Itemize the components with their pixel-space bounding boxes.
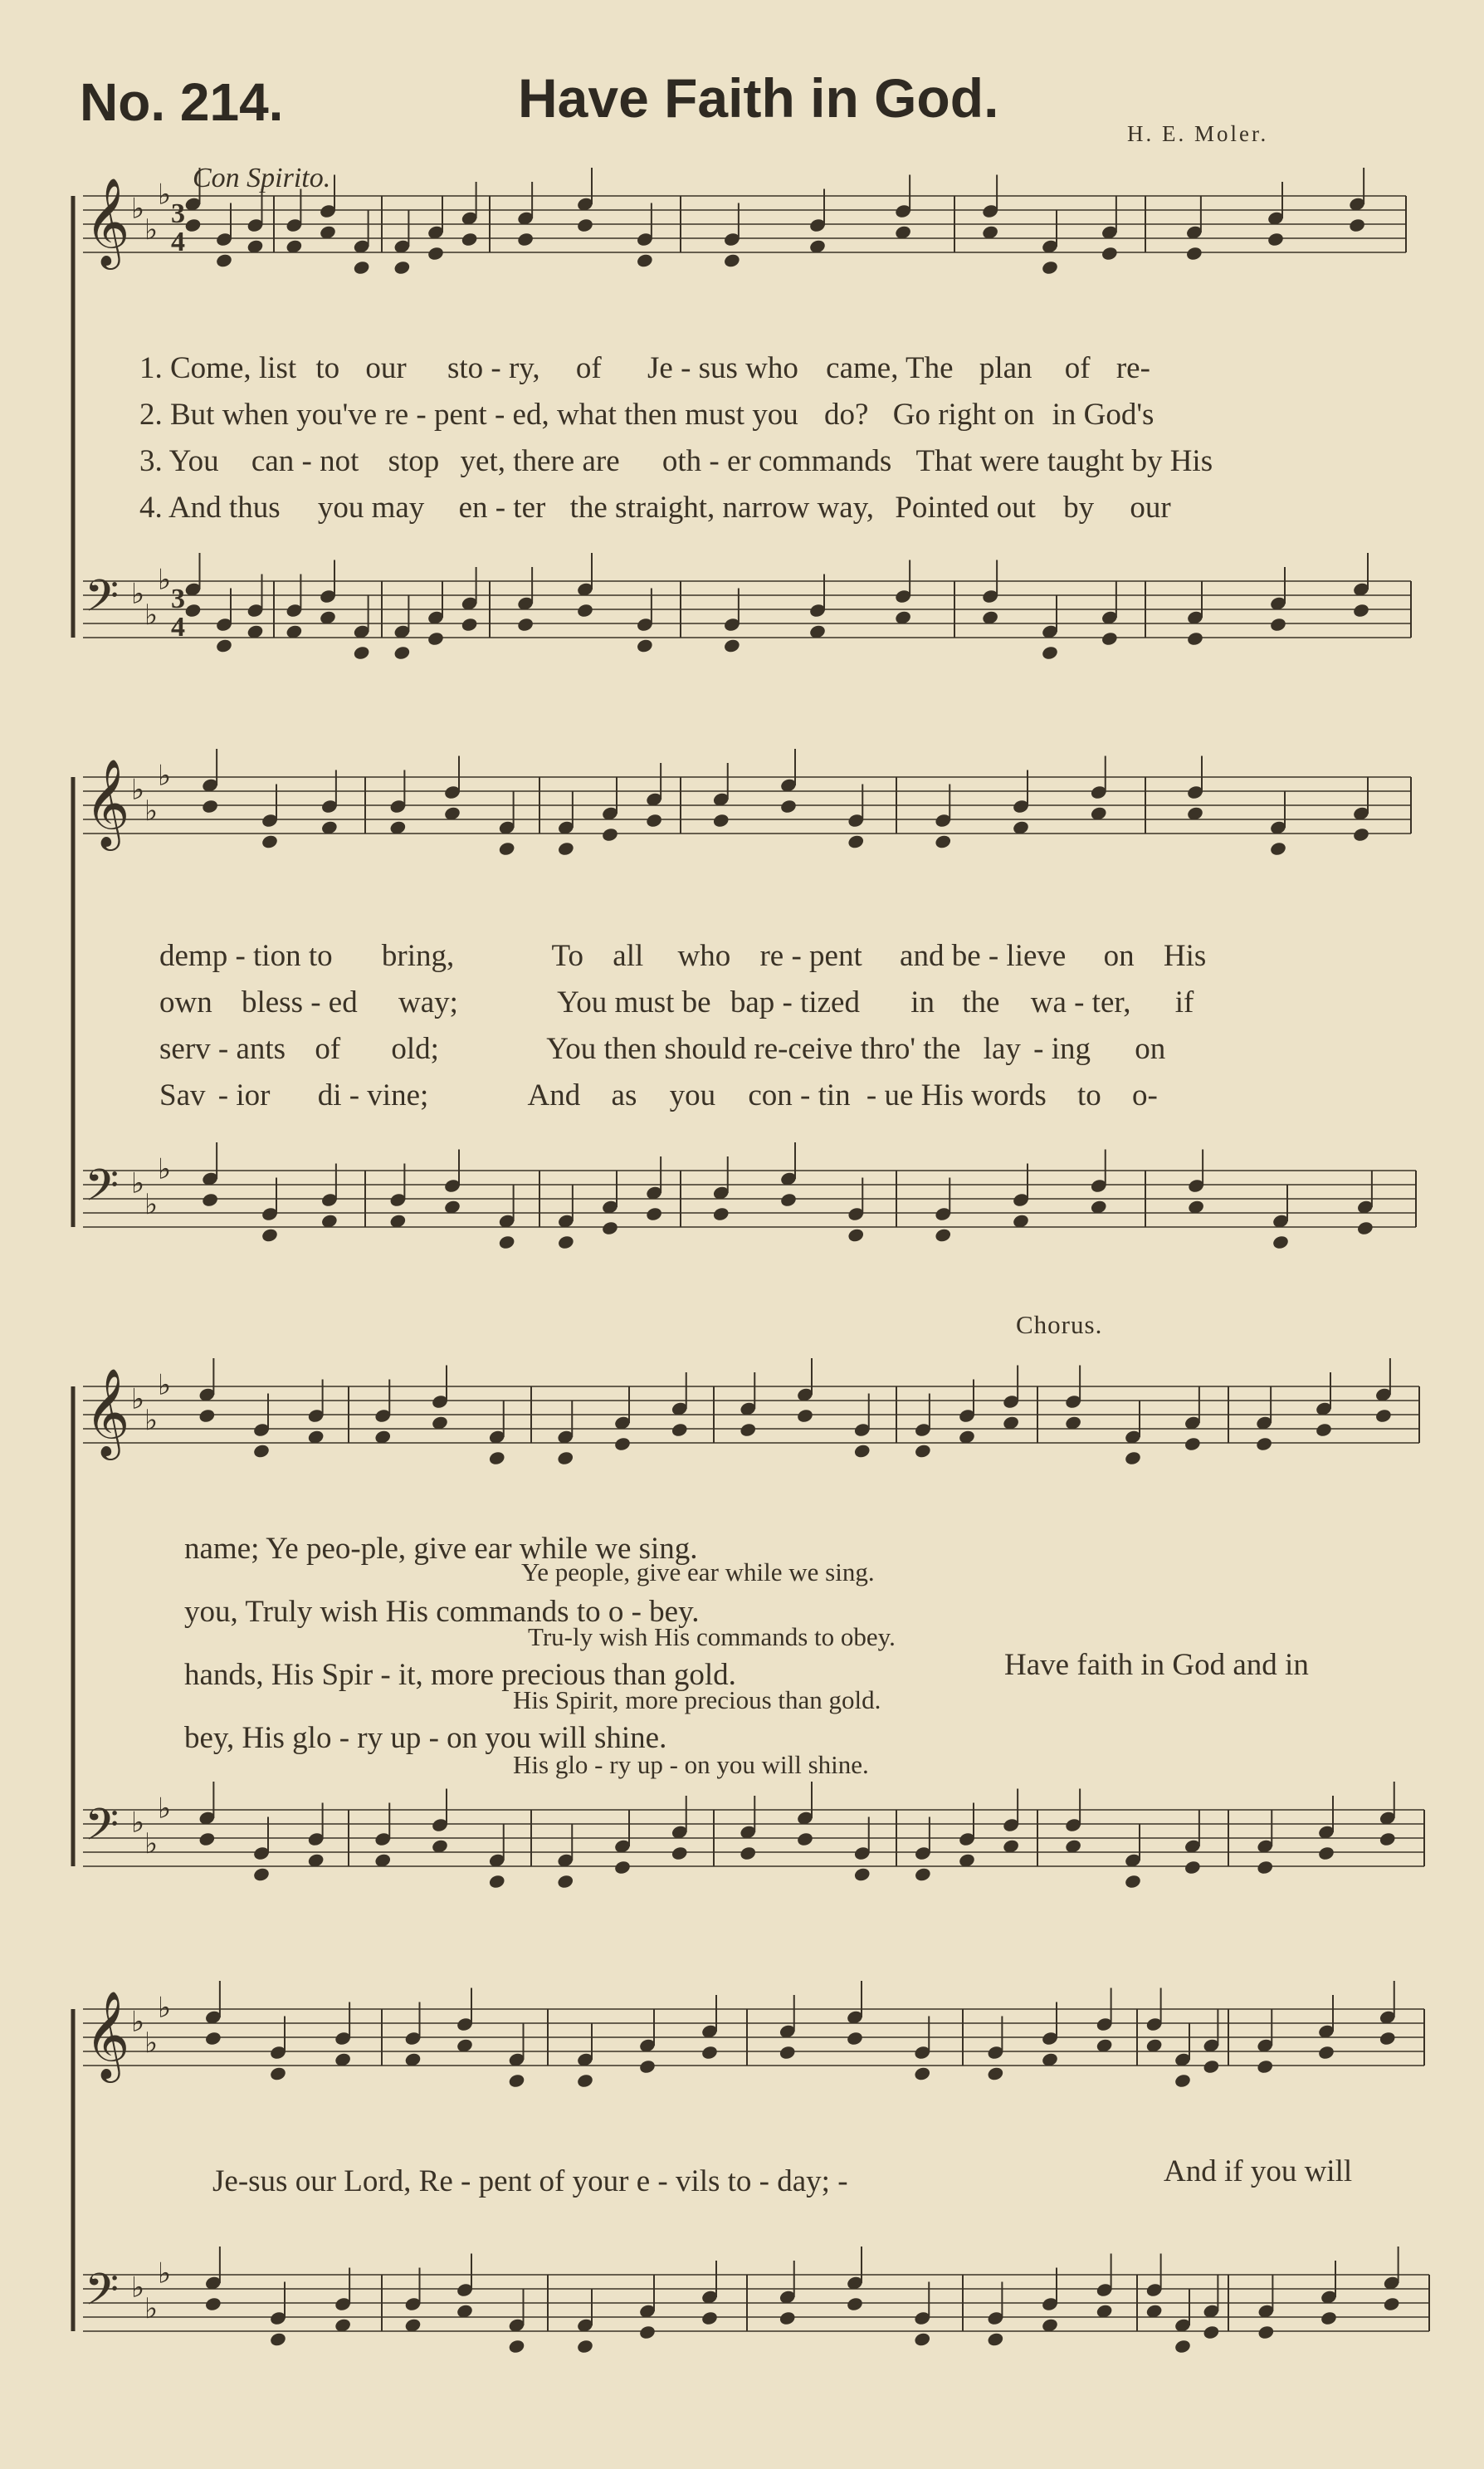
notehead: [353, 645, 371, 661]
flat-icon: ♭: [144, 213, 159, 247]
notehead: [427, 246, 445, 262]
lyric: You must be: [557, 985, 711, 1019]
notehead: [498, 1234, 516, 1250]
time-signature: 3: [171, 584, 185, 614]
notehead: [1184, 1860, 1202, 1875]
bass-clef-icon: 𝄢: [85, 571, 120, 633]
verse-3-line: [139, 443, 1213, 479]
lyric: who: [677, 939, 731, 973]
notehead: [1186, 631, 1204, 647]
treble-clef-icon: 𝄞: [85, 177, 130, 266]
lyric: came, The: [826, 351, 954, 385]
notehead: [1256, 1860, 1274, 1875]
hymn-number: No. 214.: [80, 72, 284, 132]
notehead: [846, 2031, 864, 2046]
notehead: [913, 2331, 931, 2347]
notehead: [796, 1831, 814, 1847]
lyric: by: [1063, 491, 1095, 525]
flat-icon: ♭: [131, 773, 145, 807]
flat-icon: ♭: [158, 759, 172, 793]
notehead: [1352, 827, 1370, 843]
flat-icon: ♭: [144, 1188, 159, 1221]
notehead: [215, 252, 233, 268]
lyric: way;: [398, 985, 458, 1019]
bass-clef-icon: 𝄢: [85, 1800, 120, 1861]
notehead: [1101, 246, 1119, 262]
notehead: [613, 1436, 632, 1452]
notehead: [671, 1846, 689, 1861]
composer-credit: H. E. Moler.: [1127, 121, 1269, 146]
notehead: [488, 1874, 506, 1890]
lyric: demp - tion to: [159, 939, 333, 973]
notehead: [779, 799, 798, 814]
lyric: re - pent: [759, 939, 862, 973]
notehead: [215, 638, 233, 653]
notehead: [1352, 603, 1370, 618]
notehead: [261, 1227, 279, 1243]
notehead: [914, 1866, 932, 1882]
notehead: [847, 834, 865, 849]
lyric: you: [669, 1078, 716, 1112]
bass-clef-icon: 𝄢: [85, 1161, 120, 1222]
notehead: [498, 841, 516, 857]
notehead: [1379, 1831, 1397, 1847]
lyric: bless - ed: [241, 985, 358, 1019]
lyric: 2. But when you've re - pent - ed, what then must you: [139, 398, 798, 432]
notehead: [393, 260, 412, 276]
notehead: [252, 1443, 271, 1459]
notehead: [645, 1206, 663, 1222]
notehead: [353, 260, 371, 276]
lyric: of: [315, 1032, 341, 1066]
notehead: [1257, 2325, 1276, 2340]
notehead: [913, 2066, 931, 2081]
notehead: [853, 1866, 871, 1882]
notehead: [1185, 246, 1203, 262]
lyric: to: [1077, 1078, 1101, 1112]
treble-clef-icon: 𝄞: [85, 1367, 130, 1456]
lyric: as: [611, 1078, 637, 1112]
lyric: - ue His words: [866, 1078, 1047, 1112]
flat-icon: ♭: [158, 1792, 172, 1826]
verse-3-line: hands, His Spir - it, more precious than gold.: [184, 1658, 736, 1692]
notehead: [508, 2339, 526, 2354]
flat-icon: ♭: [158, 563, 172, 597]
lyric: Je: [647, 351, 673, 385]
lyric: the: [962, 985, 1000, 1019]
notehead: [1041, 645, 1059, 661]
notehead: [1101, 631, 1119, 647]
notehead: [914, 1443, 932, 1459]
notehead: [739, 1422, 757, 1438]
chorus-label: Chorus.: [1016, 1310, 1103, 1339]
notehead: [1269, 841, 1287, 857]
lyric: old;: [391, 1032, 439, 1066]
lyric: all: [613, 939, 644, 973]
lyric: can - not: [251, 444, 359, 478]
notehead: [1379, 2031, 1397, 2046]
flat-icon: ♭: [144, 599, 159, 632]
lyric: stop: [388, 444, 440, 478]
lyric: yet, there are: [460, 444, 620, 478]
notehead: [184, 218, 203, 233]
notehead: [198, 1408, 217, 1424]
flat-icon: ♭: [131, 2271, 145, 2305]
notehead: [847, 1227, 865, 1243]
notehead: [576, 2073, 594, 2089]
flat-icon: ♭: [158, 2256, 172, 2291]
lyric: His: [1163, 939, 1207, 973]
lyric: Go right on: [892, 398, 1035, 432]
notehead: [1174, 2073, 1192, 2089]
verse-3-line: [159, 1031, 1165, 1067]
lyric: plan: [979, 351, 1032, 385]
notehead: [739, 1846, 757, 1861]
notehead: [204, 2031, 222, 2046]
flat-icon: ♭: [144, 794, 159, 828]
notehead: [576, 603, 594, 618]
time-signature: 4: [171, 227, 185, 257]
verse-2-line: you, Truly wish His commands to o - bey.: [184, 1595, 700, 1629]
flat-icon: ♭: [144, 2027, 159, 2060]
notehead: [427, 631, 445, 647]
lyric: serv - ants: [159, 1032, 286, 1066]
notehead: [576, 218, 594, 233]
lyric: di - vine;: [317, 1078, 429, 1112]
lyric: to: [315, 351, 340, 385]
notehead: [1317, 1846, 1335, 1861]
notehead: [488, 1450, 506, 1466]
flat-icon: ♭: [158, 1152, 172, 1186]
lyric: - ing: [1033, 1032, 1091, 1066]
flat-icon: ♭: [158, 1991, 172, 2025]
notehead: [1184, 1436, 1202, 1452]
echo-line: His glo - ry up - on you will shine.: [513, 1750, 869, 1779]
lyric: Sav: [159, 1078, 206, 1112]
lyric: con - tin: [748, 1078, 851, 1112]
lyric: o-: [1132, 1078, 1158, 1112]
lyric: 3. You: [139, 444, 219, 478]
time-signature: 4: [171, 612, 185, 643]
chorus-lyric: Have faith in God and in: [1004, 1648, 1309, 1682]
verse-1-line: [159, 938, 1206, 974]
notehead: [1256, 2059, 1274, 2075]
notehead: [987, 2331, 1005, 2347]
notehead: [198, 1831, 217, 1847]
lyric: on: [1135, 1032, 1166, 1066]
notehead: [671, 1422, 689, 1438]
lyric: re-: [1115, 351, 1150, 385]
notehead: [184, 603, 203, 618]
notehead: [796, 1408, 814, 1424]
lyric: if: [1174, 985, 1194, 1019]
lyric: wa - ter,: [1030, 985, 1131, 1019]
notehead: [201, 799, 219, 814]
tempo-marking: Con Spirito.: [193, 163, 331, 193]
notehead: [1174, 2339, 1192, 2354]
lyric: own: [159, 985, 212, 1019]
verse-4-line: [159, 1078, 1158, 1113]
lyric: in: [910, 985, 935, 1019]
notehead: [269, 2331, 287, 2347]
notehead: [1203, 2325, 1221, 2340]
chorus-lyric: Je-sus our Lord, Re - pent of your e - vils to - day; -: [212, 2164, 848, 2198]
notehead: [1272, 1234, 1290, 1250]
flat-icon: ♭: [158, 1368, 172, 1402]
lyric: the straight, narrow way,: [569, 491, 875, 525]
notehead: [1315, 1422, 1333, 1438]
notehead: [779, 2045, 797, 2061]
lyric: Pointed out: [895, 491, 1036, 525]
chorus-lyric-end: And if you will: [1164, 2154, 1353, 2188]
notehead: [461, 232, 479, 247]
lyric: our: [1130, 491, 1171, 525]
flat-icon: ♭: [144, 2292, 159, 2325]
notehead: [987, 2066, 1005, 2081]
lyric: of: [575, 351, 602, 385]
notehead: [393, 645, 412, 661]
notehead: [601, 827, 619, 843]
notehead: [613, 1860, 632, 1875]
notehead: [779, 2310, 797, 2326]
notehead: [1356, 1220, 1374, 1236]
lyric: oth - er commands: [661, 444, 892, 478]
notehead: [645, 813, 663, 829]
lyric: And: [527, 1078, 581, 1112]
notehead: [204, 2296, 222, 2312]
notehead: [701, 2310, 719, 2326]
notehead: [636, 252, 654, 268]
notehead: [934, 834, 952, 849]
notehead: [1383, 2296, 1401, 2312]
lyric: sto - ry,: [447, 351, 540, 385]
lyric: on: [1103, 939, 1135, 973]
flat-icon: ♭: [144, 1827, 159, 1860]
lyric: do?: [824, 398, 869, 432]
notehead: [1320, 2310, 1338, 2326]
echo-line: His Spirit, more precious than gold.: [513, 1685, 881, 1714]
notehead: [636, 638, 654, 653]
treble-clef-icon: 𝄞: [85, 758, 130, 847]
notehead: [1041, 260, 1059, 276]
notehead: [1374, 1408, 1393, 1424]
notehead: [201, 1192, 219, 1208]
verse-4-line: bey, His glo - ry up - on you will shine.: [184, 1721, 667, 1755]
notehead: [638, 2059, 657, 2075]
verse-1-line: [139, 350, 1150, 386]
verse-4-line: [139, 490, 1171, 526]
notehead: [1255, 1436, 1273, 1452]
echo-line: Tru-ly wish His commands to obey.: [528, 1622, 896, 1651]
flat-icon: ♭: [144, 1404, 159, 1437]
lyric: bap - tized: [730, 985, 860, 1019]
notehead: [1267, 232, 1285, 247]
lyric: To: [551, 939, 584, 973]
lyric: You then should re-ceive thro' the: [546, 1032, 961, 1066]
lyric: bring,: [381, 939, 455, 973]
lyric: 4. And thus: [139, 491, 281, 525]
lyric: 1. Come, list: [139, 351, 297, 385]
notehead: [1317, 2045, 1335, 2061]
notehead: [516, 617, 535, 633]
notehead: [853, 1443, 871, 1459]
flat-icon: ♭: [131, 1806, 145, 1840]
flat-icon: ♭: [131, 1382, 145, 1416]
notehead: [712, 813, 730, 829]
notehead: [601, 1220, 619, 1236]
lyric: - sus who: [681, 351, 798, 385]
lyric: - ior: [217, 1078, 271, 1112]
lyric: our: [365, 351, 407, 385]
notehead: [576, 2339, 594, 2354]
treble-clef-icon: 𝄞: [85, 1990, 130, 2079]
lyric: you may: [317, 491, 425, 525]
notehead: [779, 1192, 798, 1208]
notehead: [1203, 2059, 1221, 2075]
flat-icon: ♭: [131, 2005, 145, 2039]
hymn-title: Have Faith in God.: [518, 67, 999, 129]
echo-line: Ye people, give ear while we sing.: [521, 1557, 875, 1587]
lyric: in God's: [1052, 398, 1154, 432]
notehead: [556, 1874, 574, 1890]
notehead: [556, 1450, 574, 1466]
flat-icon: ♭: [131, 192, 145, 226]
lyric: en - ter: [458, 491, 546, 525]
notehead: [723, 252, 741, 268]
notehead: [712, 1206, 730, 1222]
verse-1-line: name; Ye peo-ple, give ear while we sing.: [184, 1532, 698, 1566]
lyric: lay: [983, 1032, 1021, 1066]
notehead: [846, 2296, 864, 2312]
flat-icon: ♭: [131, 577, 145, 611]
flat-icon: ♭: [131, 1166, 145, 1200]
notehead: [508, 2073, 526, 2089]
notehead: [934, 1227, 952, 1243]
notehead: [1348, 218, 1366, 233]
notehead: [1124, 1874, 1142, 1890]
notehead: [461, 617, 479, 633]
lyric: That were taught by His: [915, 444, 1213, 478]
lyric: of: [1064, 351, 1091, 385]
notehead: [1124, 1450, 1142, 1466]
flat-icon: ♭: [158, 178, 172, 212]
notehead: [1269, 617, 1287, 633]
notehead: [261, 834, 279, 849]
notehead: [638, 2325, 657, 2340]
verse-2-line: [139, 397, 1154, 433]
time-signature: 3: [171, 198, 185, 229]
notehead: [516, 232, 535, 247]
notehead: [701, 2045, 719, 2061]
bass-clef-icon: 𝄢: [85, 2265, 120, 2326]
lyric: and be - lieve: [900, 939, 1067, 973]
notehead: [723, 638, 741, 653]
notehead: [252, 1866, 271, 1882]
notehead: [557, 1234, 575, 1250]
verse-2-line: [159, 985, 1194, 1020]
notehead: [269, 2066, 287, 2081]
notehead: [557, 841, 575, 857]
